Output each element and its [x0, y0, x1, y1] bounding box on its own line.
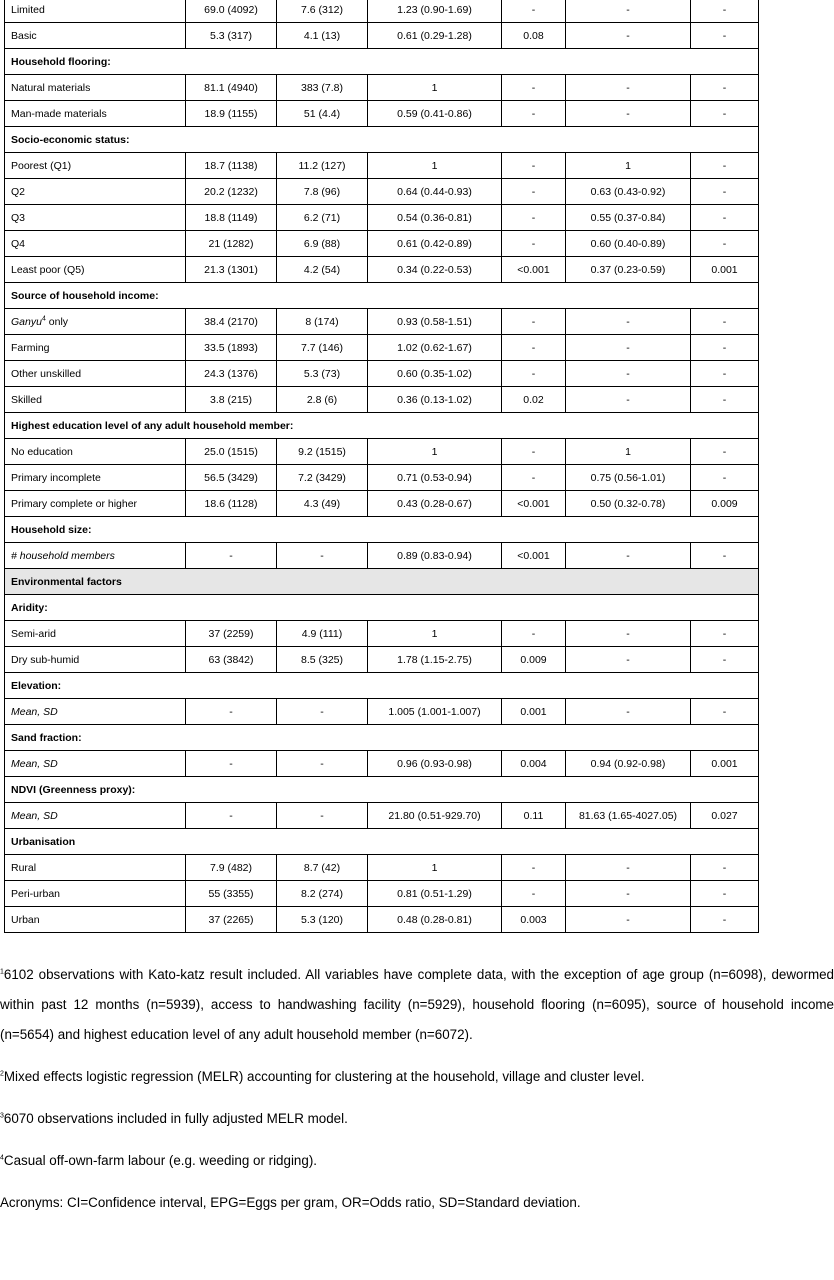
cell-c2: 7.8 (96) [277, 179, 368, 205]
cell-c1: 18.9 (1155) [186, 101, 277, 127]
row-label: Least poor (Q5) [5, 257, 186, 283]
cell-c3: 0.36 (0.13-1.02) [368, 387, 502, 413]
cell-c3: 1 [368, 75, 502, 101]
cell-c2: 383 (7.8) [277, 75, 368, 101]
cell-c1: 33.5 (1893) [186, 335, 277, 361]
subsection-header-row [5, 413, 759, 439]
table-row [5, 257, 759, 283]
table-row [5, 361, 759, 387]
cell-c3: 1.23 (0.90-1.69) [368, 0, 502, 23]
cell-c3: 0.71 (0.53-0.94) [368, 465, 502, 491]
section-label: Environmental factors [5, 569, 759, 595]
cell-c5: 0.63 (0.43-0.92) [566, 179, 691, 205]
cell-c1: 21.3 (1301) [186, 257, 277, 283]
section-label: Household flooring: [5, 49, 759, 75]
cell-c2: 7.6 (312) [277, 0, 368, 23]
subsection-header-row [5, 49, 759, 75]
subsection-header-row [5, 725, 759, 751]
row-label: Primary incomplete [5, 465, 186, 491]
cell-c6: - [691, 335, 759, 361]
cell-c6: 0.009 [691, 491, 759, 517]
cell-c3: 21.80 (0.51-929.70) [368, 803, 502, 829]
cell-c1: 69.0 (4092) [186, 0, 277, 23]
subsection-header-row [5, 673, 759, 699]
subsection-header-row [5, 595, 759, 621]
footnote-3: $^3$6070 observations included in fully adjusted MELR model. [0, 1111, 348, 1126]
cell-c4: - [502, 205, 566, 231]
cell-c4: - [502, 465, 566, 491]
table-row [5, 335, 759, 361]
cell-c6: - [691, 855, 759, 881]
row-label: Man-made materials [5, 101, 186, 127]
row-label: Ganyu$^4$ only [5, 309, 186, 335]
table-row [5, 0, 759, 23]
row-label: Q3 [5, 205, 186, 231]
cell-c6: - [691, 23, 759, 49]
row-label: Basic [5, 23, 186, 49]
cell-c2: - [277, 803, 368, 829]
cell-c1: 21 (1282) [186, 231, 277, 257]
cell-c3: 0.60 (0.35-1.02) [368, 361, 502, 387]
table-row [5, 751, 759, 777]
cell-c2: 4.1 (13) [277, 23, 368, 49]
cell-c2: 51 (4.4) [277, 101, 368, 127]
cell-c1: 5.3 (317) [186, 23, 277, 49]
cell-c2: 8.7 (42) [277, 855, 368, 881]
row-label: # household members [5, 543, 186, 569]
cell-c1: - [186, 803, 277, 829]
cell-c4: - [502, 153, 566, 179]
cell-c6: - [691, 881, 759, 907]
row-label: Rural [5, 855, 186, 881]
cell-c3: 1 [368, 621, 502, 647]
cell-c5: 1 [566, 153, 691, 179]
subsection-header-row [5, 127, 759, 153]
cell-c5: 0.60 (0.40-0.89) [566, 231, 691, 257]
section-label: Sand fraction: [5, 725, 759, 751]
cell-c4: - [502, 179, 566, 205]
footnote-2: $^2$Mixed effects logistic regression (MELR) accounting for clustering at the household, village and cluster level. [0, 1069, 645, 1084]
row-label: Semi-arid [5, 621, 186, 647]
cell-c2: 8 (174) [277, 309, 368, 335]
cell-c3: 0.93 (0.58-1.51) [368, 309, 502, 335]
cell-c1: 18.8 (1149) [186, 205, 277, 231]
cell-c2: - [277, 543, 368, 569]
cell-c4: 0.009 [502, 647, 566, 673]
cell-c3: 1 [368, 153, 502, 179]
cell-c4: - [502, 361, 566, 387]
cell-c1: 38.4 (2170) [186, 309, 277, 335]
cell-c4: 0.001 [502, 699, 566, 725]
table-row [5, 907, 759, 933]
cell-c6: 0.001 [691, 751, 759, 777]
cell-c3: 0.34 (0.22-0.53) [368, 257, 502, 283]
cell-c6: 0.027 [691, 803, 759, 829]
row-label: Poorest (Q1) [5, 153, 186, 179]
cell-c5: - [566, 387, 691, 413]
cell-c2: 4.9 (111) [277, 621, 368, 647]
cell-c2: 6.2 (71) [277, 205, 368, 231]
cell-c3: 0.81 (0.51-1.29) [368, 881, 502, 907]
cell-c5: - [566, 75, 691, 101]
cell-c6: - [691, 0, 759, 23]
row-label: Limited [5, 0, 186, 23]
row-label: Q2 [5, 179, 186, 205]
cell-c4: - [502, 0, 566, 23]
table-row [5, 881, 759, 907]
cell-c1: 7.9 (482) [186, 855, 277, 881]
table-row [5, 153, 759, 179]
row-label: Peri-urban [5, 881, 186, 907]
cell-c2: 2.8 (6) [277, 387, 368, 413]
row-label: Urban [5, 907, 186, 933]
table-row [5, 179, 759, 205]
cell-c2: - [277, 699, 368, 725]
row-label: Other unskilled [5, 361, 186, 387]
cell-c2: 7.7 (146) [277, 335, 368, 361]
footnotes [0, 960, 834, 1218]
cell-c3: 0.61 (0.29-1.28) [368, 23, 502, 49]
cell-c5: - [566, 361, 691, 387]
cell-c5: 0.50 (0.32-0.78) [566, 491, 691, 517]
cell-c4: 0.11 [502, 803, 566, 829]
section-label: Highest education level of any adult household member: [5, 413, 759, 439]
cell-c4: - [502, 101, 566, 127]
cell-c2: 7.2 (3429) [277, 465, 368, 491]
table-row [5, 465, 759, 491]
cell-c6: - [691, 361, 759, 387]
cell-c2: 5.3 (73) [277, 361, 368, 387]
row-label: Mean, SD [5, 751, 186, 777]
row-label: Q4 [5, 231, 186, 257]
cell-c5: 81.63 (1.65-4027.05) [566, 803, 691, 829]
cell-c5: 0.55 (0.37-0.84) [566, 205, 691, 231]
table-row [5, 23, 759, 49]
cell-c2: 9.2 (1515) [277, 439, 368, 465]
cell-c3: 1 [368, 439, 502, 465]
cell-c6: - [691, 621, 759, 647]
cell-c4: - [502, 621, 566, 647]
table-row [5, 101, 759, 127]
section-label: Aridity: [5, 595, 759, 621]
cell-c3: 0.61 (0.42-0.89) [368, 231, 502, 257]
table-row [5, 231, 759, 257]
cell-c6: - [691, 205, 759, 231]
cell-c2: 6.9 (88) [277, 231, 368, 257]
cell-c5: 0.37 (0.23-0.59) [566, 257, 691, 283]
cell-c5: - [566, 101, 691, 127]
cell-c1: 37 (2265) [186, 907, 277, 933]
cell-c3: 1 [368, 855, 502, 881]
cell-c6: - [691, 465, 759, 491]
cell-c1: 37 (2259) [186, 621, 277, 647]
cell-c1: 55 (3355) [186, 881, 277, 907]
cell-c5: - [566, 543, 691, 569]
subsection-header-row [5, 283, 759, 309]
cell-c6: - [691, 179, 759, 205]
cell-c2: 8.5 (325) [277, 647, 368, 673]
cell-c1: - [186, 699, 277, 725]
cell-c4: - [502, 75, 566, 101]
cell-c5: - [566, 855, 691, 881]
cell-c6: - [691, 387, 759, 413]
table-row [5, 621, 759, 647]
cell-c3: 0.43 (0.28-0.67) [368, 491, 502, 517]
cell-c2: 4.2 (54) [277, 257, 368, 283]
cell-c4: - [502, 335, 566, 361]
cell-c5: - [566, 881, 691, 907]
section-label: Urbanisation [5, 829, 759, 855]
cell-c5: 0.94 (0.92-0.98) [566, 751, 691, 777]
cell-c5: - [566, 0, 691, 23]
table-row [5, 491, 759, 517]
row-label: Dry sub-humid [5, 647, 186, 673]
cell-c1: - [186, 751, 277, 777]
cell-c4: - [502, 881, 566, 907]
cell-c4: <0.001 [502, 257, 566, 283]
cell-c1: 63 (3842) [186, 647, 277, 673]
row-label: Skilled [5, 387, 186, 413]
cell-c5: - [566, 335, 691, 361]
table-row [5, 699, 759, 725]
cell-c4: - [502, 231, 566, 257]
cell-c4: - [502, 855, 566, 881]
section-label: Source of household income: [5, 283, 759, 309]
cell-c1: 3.8 (215) [186, 387, 277, 413]
cell-c3: 0.64 (0.44-0.93) [368, 179, 502, 205]
cell-c4: - [502, 309, 566, 335]
cell-c5: - [566, 23, 691, 49]
cell-c6: 0.001 [691, 257, 759, 283]
section-header-row [5, 569, 759, 595]
subsection-header-row [5, 829, 759, 855]
cell-c1: 81.1 (4940) [186, 75, 277, 101]
cell-c1: 20.2 (1232) [186, 179, 277, 205]
cell-c2: 4.3 (49) [277, 491, 368, 517]
cell-c3: 0.48 (0.28-0.81) [368, 907, 502, 933]
cell-c1: 24.3 (1376) [186, 361, 277, 387]
row-label: Mean, SD [5, 803, 186, 829]
cell-c6: - [691, 907, 759, 933]
cell-c6: - [691, 101, 759, 127]
cell-c6: - [691, 699, 759, 725]
cell-c1: 18.7 (1138) [186, 153, 277, 179]
cell-c3: 0.96 (0.93-0.98) [368, 751, 502, 777]
table-row [5, 387, 759, 413]
section-label: Household size: [5, 517, 759, 543]
cell-c1: 25.0 (1515) [186, 439, 277, 465]
table-row [5, 309, 759, 335]
row-label: No education [5, 439, 186, 465]
cell-c3: 0.89 (0.83-0.94) [368, 543, 502, 569]
cell-c3: 1.02 (0.62-1.67) [368, 335, 502, 361]
table-row [5, 647, 759, 673]
row-label: Primary complete or higher [5, 491, 186, 517]
cell-c5: - [566, 647, 691, 673]
cell-c4: 0.02 [502, 387, 566, 413]
cell-c3: 1.005 (1.001-1.007) [368, 699, 502, 725]
cell-c6: - [691, 309, 759, 335]
table-row [5, 205, 759, 231]
cell-c4: - [502, 439, 566, 465]
section-label: Socio-economic status: [5, 127, 759, 153]
cell-c5: - [566, 907, 691, 933]
table-row [5, 803, 759, 829]
cell-c6: - [691, 231, 759, 257]
cell-c6: - [691, 543, 759, 569]
section-label: Elevation: [5, 673, 759, 699]
subsection-header-row [5, 517, 759, 543]
table-row [5, 439, 759, 465]
table-row [5, 543, 759, 569]
row-label: Natural materials [5, 75, 186, 101]
cell-c4: <0.001 [502, 491, 566, 517]
row-label: Farming [5, 335, 186, 361]
footnote-4: $^4$Casual off-own-farm labour (e.g. weeding or ridging). [0, 1153, 318, 1168]
section-label: NDVI (Greenness proxy): [5, 777, 759, 803]
cell-c6: - [691, 439, 759, 465]
table-row [5, 855, 759, 881]
cell-c1: - [186, 543, 277, 569]
cell-c1: 56.5 (3429) [186, 465, 277, 491]
cell-c3: 0.54 (0.36-0.81) [368, 205, 502, 231]
cell-c6: - [691, 75, 759, 101]
cell-c6: - [691, 153, 759, 179]
cell-c5: - [566, 621, 691, 647]
cell-c2: 11.2 (127) [277, 153, 368, 179]
cell-c2: 5.3 (120) [277, 907, 368, 933]
cell-c5: - [566, 699, 691, 725]
cell-c5: 1 [566, 439, 691, 465]
cell-c4: 0.08 [502, 23, 566, 49]
subsection-header-row [5, 777, 759, 803]
cell-c6: - [691, 647, 759, 673]
cell-c1: 18.6 (1128) [186, 491, 277, 517]
footnote-1: $^1$6102 observations with Kato-katz result included. All variables have complete data, with the exception of age group (n=6098), dewormed within past 12 months (n=5939), access to handwashing facility (n=5929), household flooring (n=6095), source of household income (n=5654) and highest education level of any adult household member (n=6072). [0, 967, 834, 1042]
cell-c3: 0.59 (0.41-0.86) [368, 101, 502, 127]
cell-c2: 8.2 (274) [277, 881, 368, 907]
cell-c4: 0.003 [502, 907, 566, 933]
acronyms: Acronyms: CI=Confidence interval, EPG=Eggs per gram, OR=Odds ratio, SD=Standard deviation. [0, 1195, 581, 1210]
cell-c4: <0.001 [502, 543, 566, 569]
row-label: Mean, SD [5, 699, 186, 725]
cell-c4: 0.004 [502, 751, 566, 777]
cell-c5: - [566, 309, 691, 335]
cell-c2: - [277, 751, 368, 777]
cell-c5: 0.75 (0.56-1.01) [566, 465, 691, 491]
table-row [5, 75, 759, 101]
cell-c3: 1.78 (1.15-2.75) [368, 647, 502, 673]
results-table [4, 0, 759, 933]
